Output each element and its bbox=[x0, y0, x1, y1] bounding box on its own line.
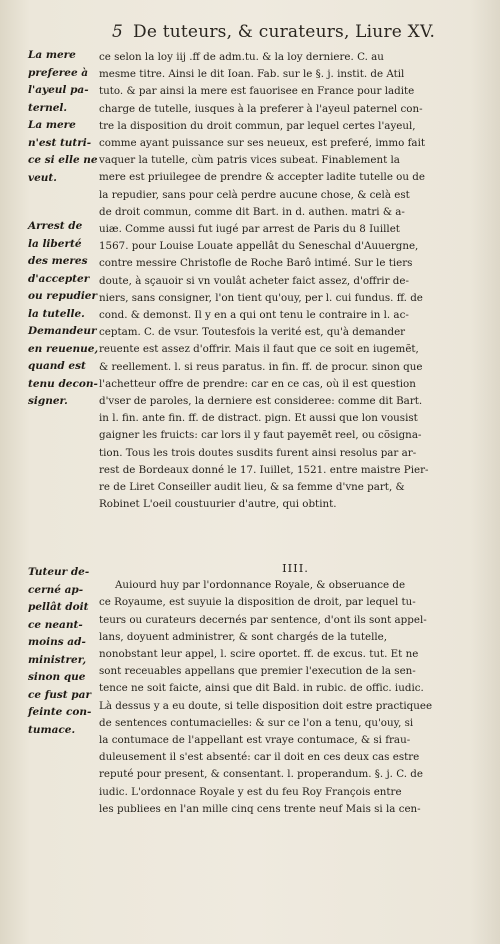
text-line: charge de tutelle, iusques à la preferer à l'ayeul paternel con- bbox=[99, 102, 423, 115]
text-line: Là dessus y a eu doute, si telle disposition doit estre practiquee bbox=[99, 699, 433, 712]
text-line: mere est priuilegee de prendre & accepter ladite tutelle ou de bbox=[99, 171, 425, 184]
text-line: mesme titre. Ainsi le dit Ioan. Fab. sur le §. j. instit. de Atil bbox=[99, 68, 405, 81]
text-line: ceptam. C. de vsur. Toutesfois la verité est, qu'à demander bbox=[99, 326, 406, 339]
text-line: Robinet L'oeil coustuurier d'autre, qui obtint. bbox=[99, 498, 337, 511]
margin-note bbox=[28, 218, 108, 411]
margin-note bbox=[28, 47, 108, 187]
text-line: comme ayant puissance sur ses neueux, est preferé, immo fait bbox=[99, 137, 426, 150]
margin-note-line: La mere bbox=[28, 119, 76, 131]
text-line: Auiourd huy par l'ordonnance Royale, & obseruance de bbox=[115, 579, 406, 592]
text-line: in l. fin. ante fin. ff. de distract. pign. Et aussi que lon vousist bbox=[99, 412, 418, 425]
text-line: ce selon la loy iij .ff de adm.tu. & la loy derniere. C. au bbox=[99, 51, 384, 63]
margin-note-line: feinte con- bbox=[28, 706, 92, 718]
margin-note-line: ministrer, bbox=[28, 653, 87, 666]
margin-note-line: preferee à bbox=[28, 66, 89, 79]
margin-note-line: l'ayeul pa- bbox=[28, 84, 89, 96]
text-line: iudic. L'ordonnace Royale y est du feu Roy François entre bbox=[99, 785, 402, 798]
page-number: 5 bbox=[112, 22, 124, 42]
margin-note-line: ce fust par bbox=[28, 688, 91, 701]
text-line: tence ne soit faicte, ainsi que dit Bald. in rubic. de offic. iudic. bbox=[99, 682, 424, 695]
body-text-block bbox=[99, 560, 492, 818]
margin-note-line: cerné ap- bbox=[28, 583, 84, 596]
margin-note-line: ou repudier bbox=[28, 290, 98, 302]
text-line: ce Royaume, est suyuie la disposition de droit, par lequel tu- bbox=[99, 596, 416, 609]
body-text-block bbox=[99, 49, 492, 513]
section-heading: IIII. bbox=[282, 561, 309, 575]
margin-note-line: quand est bbox=[28, 360, 86, 372]
margin-note-line: n'est tutri- bbox=[28, 136, 92, 149]
text-line: doute, à sçauoir si vn voulât acheter faict assez, d'offrir de- bbox=[99, 274, 409, 287]
text-line: tuto. & par ainsi la mere est fauorisee en France pour ladite bbox=[99, 85, 415, 98]
text-line: cond. & demonst. Il y en a qui ont tenu le contraire in l. ac- bbox=[99, 309, 409, 322]
margin-note-line: moins ad- bbox=[28, 636, 86, 648]
margin-note-line: pellât doit bbox=[28, 601, 89, 613]
text-line: reputé pour present, & consentant. l. properandum. §. j. C. de bbox=[99, 768, 423, 781]
text-line: uiæ. Comme aussi fut iugé par arrest de Paris du 8 Iuillet bbox=[99, 223, 400, 236]
text-line: duleusement il s'est absenté: car il doit en ces deux cas estre bbox=[99, 751, 420, 764]
margin-note-line: ce neant- bbox=[28, 618, 83, 631]
text-line: de sentences contumacielles: & sur ce l'on a tenu, qu'ouy, si bbox=[99, 716, 414, 729]
margin-note-line: Demandeur bbox=[28, 325, 97, 337]
text-line: re de Liret Conseiller audit lieu, & sa femme d'vne part, & bbox=[99, 481, 405, 494]
margin-note-line: en reuenue, bbox=[28, 342, 99, 355]
margin-note-line: ternel. bbox=[28, 101, 68, 114]
margin-note-line: sinon que bbox=[28, 671, 86, 683]
page-header bbox=[112, 22, 490, 42]
running-title: De tuteurs, & curateurs, Liure XV. bbox=[133, 22, 436, 42]
text-line: niers, sans consigner, l'on tient qu'ouy, per l. cui fundus. ff. de bbox=[99, 291, 423, 304]
text-line: rest de Bordeaux donné le 17. Iuillet, 1521. entre maistre Pier- bbox=[99, 463, 429, 476]
text-line: & reellement. l. si reus paratus. in fin. ff. de procur. sinon que bbox=[99, 360, 423, 373]
text-line: lans, doyuent administrer, & sont chargés de la tutelle, bbox=[99, 630, 388, 643]
text-line: 1567. pour Louise Louate appellât du Seneschal d'Auuergne, bbox=[99, 240, 419, 253]
text-line: la repudier, sans pour celà perdre aucune chose, & celà est bbox=[99, 188, 410, 201]
margin-note-line: veut. bbox=[28, 171, 57, 184]
text-line: nonobstant leur appel, l. scire oportet. ff. de excus. tut. Et ne bbox=[99, 648, 419, 661]
margin-note-line: tenu decon- bbox=[28, 377, 98, 390]
text-line: gaigner les fruicts: car lors il y faut payemẽt reel, ou cõsigna- bbox=[99, 429, 422, 442]
text-line: tre la disposition du droit commun, par lequel certes l'ayeul, bbox=[99, 119, 416, 132]
text-line: tion. Tous les trois doutes susdits furent ainsi resolus par ar- bbox=[99, 446, 417, 459]
margin-note-line: tumace. bbox=[28, 723, 76, 736]
margin-note-line: La mere bbox=[28, 49, 76, 61]
margin-note-line: d'accepter bbox=[28, 272, 90, 285]
text-line: d'vser de paroles, la derniere est consideree: comme dit Bart. bbox=[99, 395, 423, 408]
margin-note bbox=[28, 564, 108, 739]
margin-note-line: Tuteur de- bbox=[28, 566, 90, 578]
text-line: reuente est assez d'offrir. Mais il faut que ce soit en iugemẽt, bbox=[99, 343, 419, 356]
text-line: vaquer la tutelle, cùm patris vices subeat. Finablement la bbox=[99, 154, 400, 167]
margin-note-line: Arrest de bbox=[28, 220, 83, 232]
text-line: l'achetteur offre de prendre: car en ce cas, où il est question bbox=[99, 377, 416, 390]
margin-note-line: la liberté bbox=[28, 237, 82, 250]
text-line: sont receuables appellans que premier l'execution de la sen- bbox=[99, 665, 416, 678]
text-line: teurs ou curateurs decernés par sentence, d'ont ils sont appel- bbox=[99, 613, 427, 626]
margin-note-line: ce si elle ne bbox=[28, 154, 98, 166]
margin-note-line: des meres bbox=[28, 255, 88, 267]
text-line: de droit commun, comme dit Bart. in d. authen. matri & a- bbox=[99, 205, 405, 218]
margin-note-line: signer. bbox=[28, 395, 68, 407]
text-line: contre messire Christofle de Roche Barô intimé. Sur le tiers bbox=[99, 257, 413, 270]
margin-note-line: la tutelle. bbox=[28, 307, 85, 320]
text-line: les publiees en l'an mille cinq cens trente neuf Mais si la cen- bbox=[99, 802, 421, 815]
text-line: la contumace de l'appellant est vraye contumace, & si frau- bbox=[99, 734, 411, 747]
